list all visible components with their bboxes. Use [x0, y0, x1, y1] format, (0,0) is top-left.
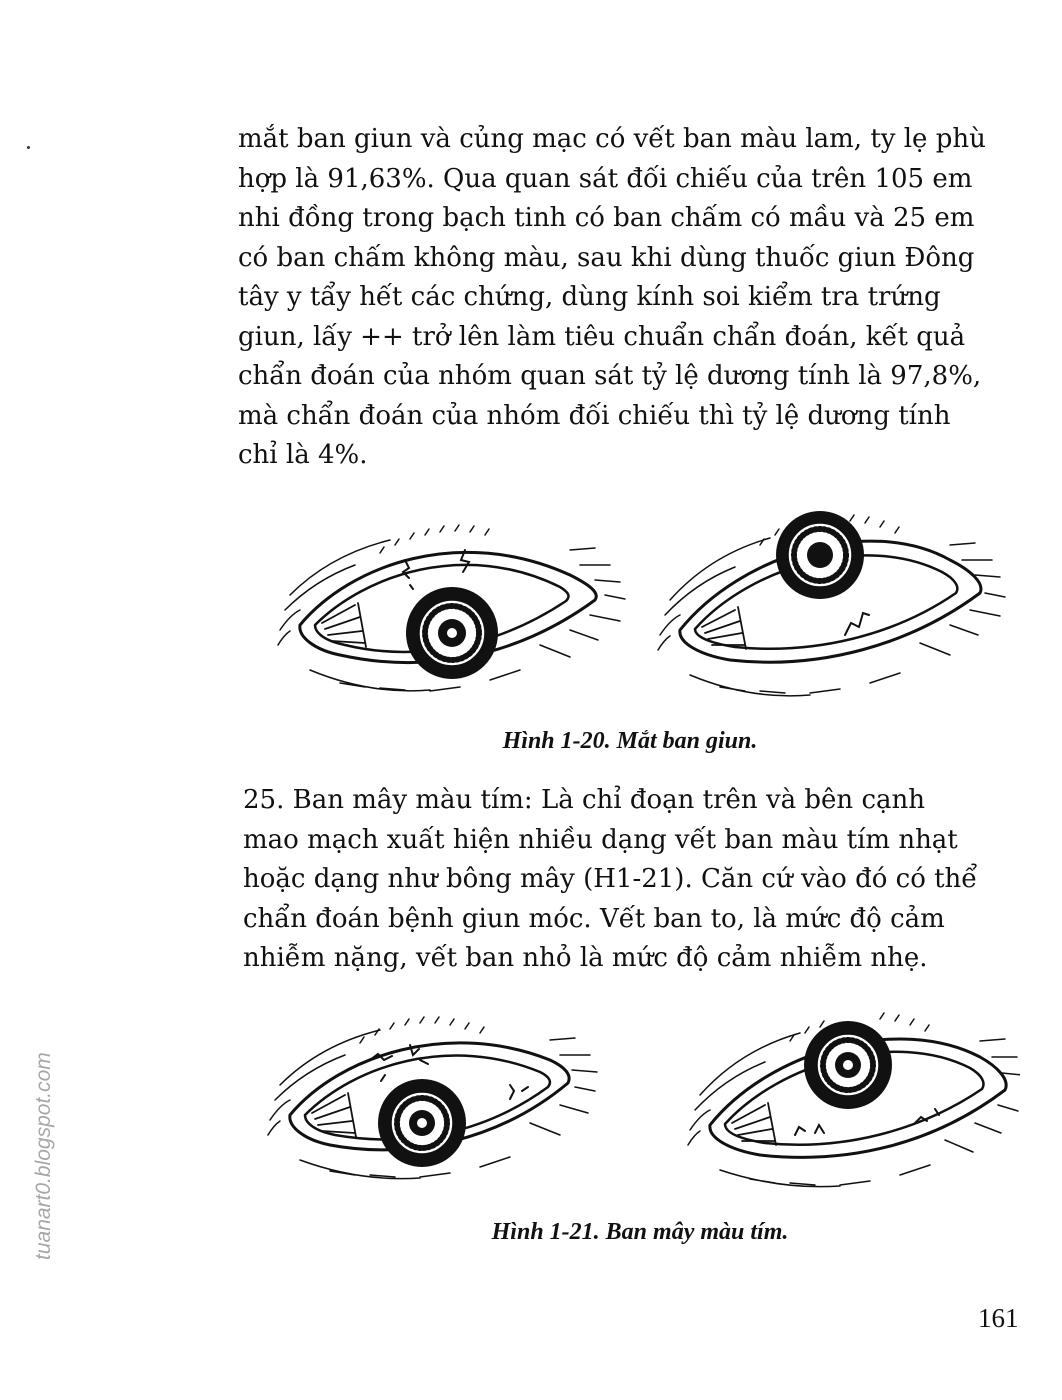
eye-illustration-icon	[268, 1017, 597, 1179]
text-line: hợp là 91,63%. Qua quan sát đối chiếu của trên 105 em	[238, 163, 973, 194]
eye-illustration-icon	[278, 525, 625, 691]
eye-illustration-icon	[658, 511, 1005, 696]
scan-speck	[27, 146, 30, 149]
text-line: mắt ban giun và củng mạc có vết ban màu lam, ty lẹ phù	[238, 124, 986, 154]
text-line: giun, lấy ++ trở lên làm tiêu chuẩn chẩn đoán, kết quả	[238, 321, 966, 352]
paragraph-1	[238, 120, 1028, 476]
watermark: tuanart0.blogspot.com	[32, 1052, 55, 1260]
text-line: chẩn đoán của nhóm quan sát tỷ lệ dương tính là 97,8%,	[238, 361, 982, 391]
text-line: hoặc dạng như bông mây (H1-21). Căn cứ vào đó có thể	[243, 864, 978, 894]
figure-1-20-caption: Hình 1-20. Mắt ban giun.	[502, 728, 758, 754]
text-line: tây y tẩy hết các chứng, dùng kính soi kiểm tra trứng	[238, 282, 941, 312]
text-line: mao mạch xuất hiện nhiều dạng vết ban màu tím nhạt	[243, 824, 958, 855]
text-line: có ban chấm không màu, sau khi dùng thuốc giun Đông	[238, 242, 975, 273]
figure-1-20	[270, 505, 1030, 705]
text-line: nhiễm nặng, vết ban nhỏ là mức độ cảm nhiễm nhẹ.	[243, 943, 928, 973]
eye-illustration-icon	[688, 1013, 1020, 1187]
text-line: chẩn đoán bệnh giun móc. Vết ban to, là mức độ cảm	[243, 903, 945, 934]
figure-1-21	[260, 1005, 1020, 1190]
text-line: nhi đồng trong bạch tinh có ban chấm có mầu và 25 em	[238, 203, 975, 233]
text-line: chỉ là 4%.	[238, 440, 368, 470]
text-line: mà chẩn đoán của nhóm đối chiếu thì tỷ lệ dương tính	[238, 400, 951, 431]
figure-1-21-caption: Hình 1-21. Ban mây màu tím.	[491, 1219, 789, 1245]
paragraph-2	[243, 781, 1030, 979]
page-number: 161	[978, 1303, 1019, 1333]
text-line: 25. Ban mây màu tím: Là chỉ đoạn trên và bên cạnh	[243, 785, 925, 815]
